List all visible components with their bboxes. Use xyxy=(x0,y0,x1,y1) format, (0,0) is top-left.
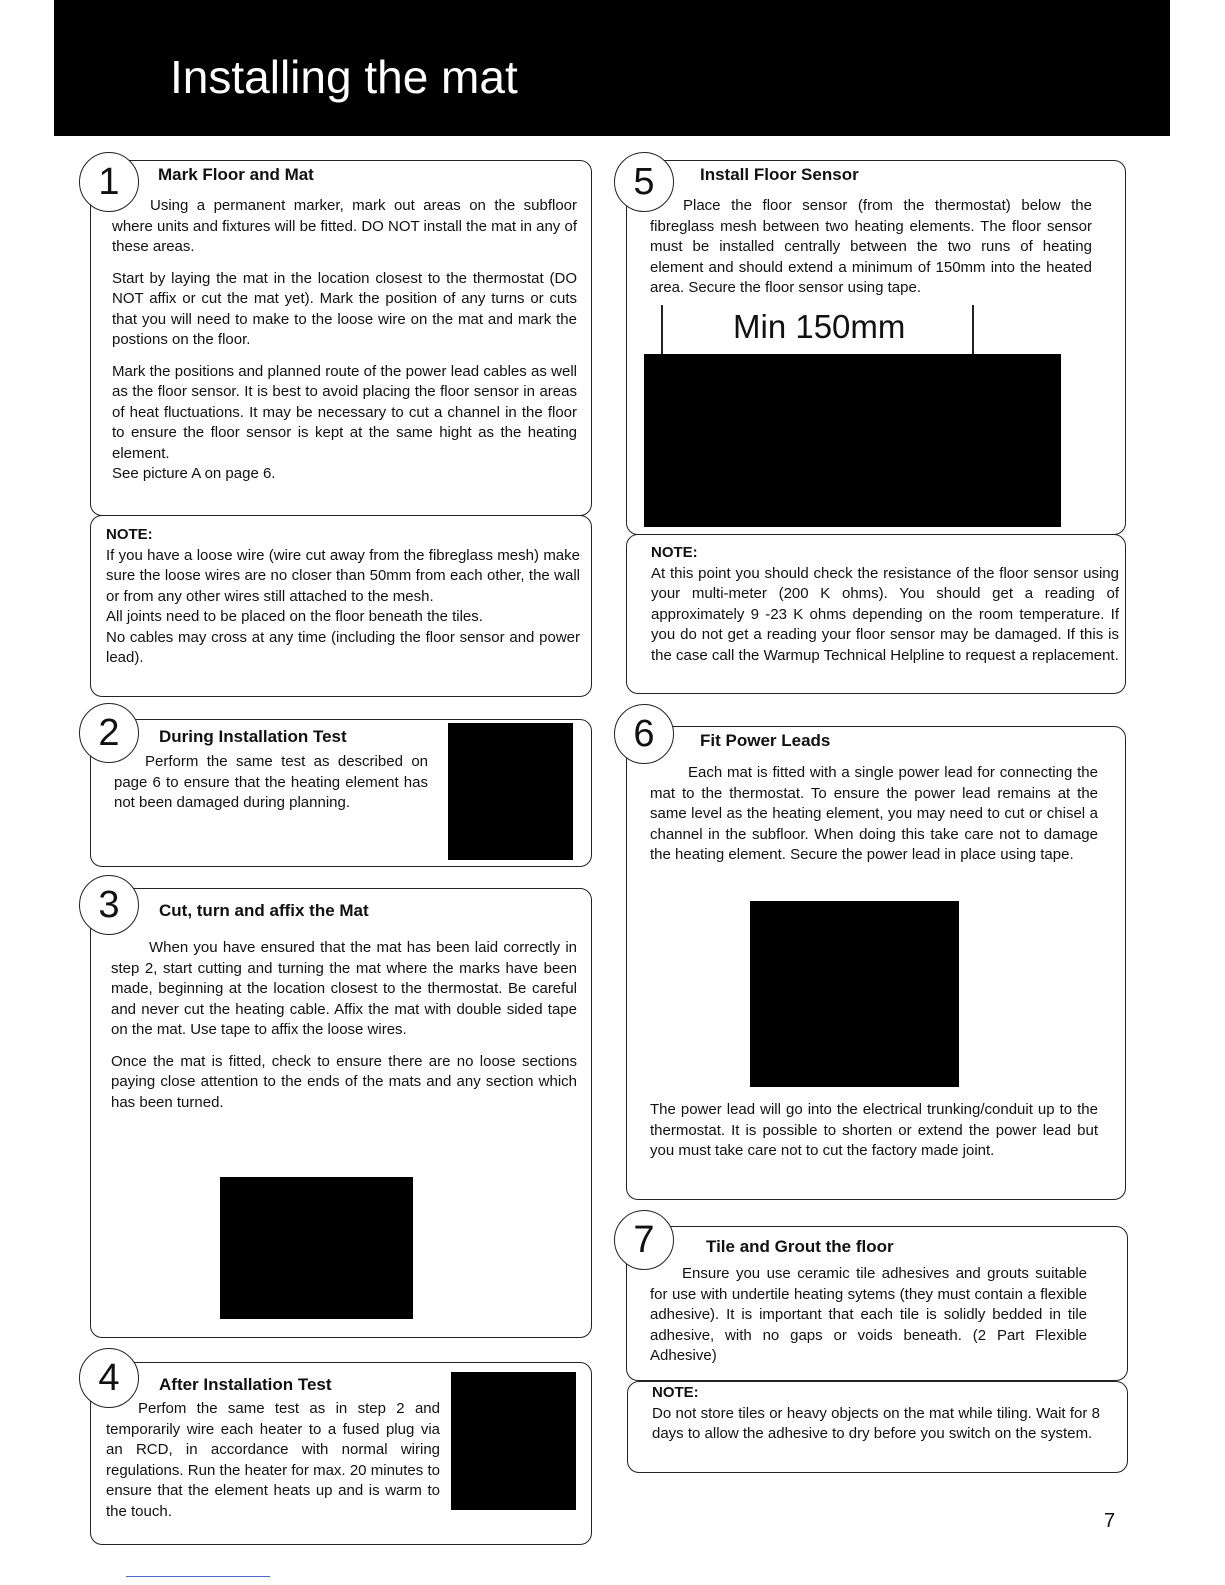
measure-right-line xyxy=(972,305,974,355)
note-7-line-1: Do not store tiles or heavy objects on the mat while tiling. Wait for 8 days to allow the adhesive to dry before you switch on the system. xyxy=(652,1404,1100,1442)
section-2-image xyxy=(448,723,573,860)
section-5-para-1: Place the floor sensor (from the thermostat) below the fibreglass mesh between two heating elements. The floor sensor must be installed centrally between the two runs of heating element and should extend a minimum of 150mm into the heated area. Secure the floor sensor using tape. xyxy=(650,197,1092,296)
section-3-text xyxy=(111,938,577,1124)
page-number: 7 xyxy=(1104,1510,1116,1532)
section-4-title: After Installation Test xyxy=(159,1375,332,1394)
page-header xyxy=(54,0,1170,136)
section-6-text xyxy=(650,763,1098,877)
section-7-text xyxy=(650,1264,1087,1378)
section-3-title: Cut, turn and affix the Mat xyxy=(159,901,369,920)
section-1-title: Mark Floor and Mat xyxy=(158,165,314,184)
section-2-title: During Installation Test xyxy=(159,727,347,746)
note-5-heading: NOTE: xyxy=(651,544,698,561)
section-6-image xyxy=(750,901,959,1087)
note-1-line-1: If you have a loose wire (wire cut away from the fibreglass mesh) make sure the loose wires are no closer than 50mm from each other, the wall or from any other wires still attached to the mesh. xyxy=(106,546,580,605)
section-4-para-1: Perfom the same test as in step 2 and temporarily wire each heater to a fused plug via an RCD, in accordance with normal wiring regulations. Run the heater for max. 20 minutes to ensure that the element heats up and is warm to the touch. xyxy=(106,1400,440,1520)
measure-left-line xyxy=(661,305,663,355)
section-1-para-3: Mark the positions and planned route of the power lead cables as well as the floor sensor. It is best to avoid placing the floor sensor in areas of heat fluctuations. It may be necessary to cut a channel in the floor to ensure the floor sensor is kept at the same hight as the heating element. xyxy=(112,362,577,462)
section-7-title: Tile and Grout the floor xyxy=(706,1237,894,1256)
page-title: Installing the mat xyxy=(170,51,518,103)
note-7-text xyxy=(652,1383,1100,1445)
section-6-para-2: The power lead will go into the electrical trunking/conduit up to the thermostat. It is possible to shorten or extend the power lead but you must take care not to cut the factory made joint. xyxy=(650,1101,1098,1159)
section-3-para-2: Once the mat is fitted, check to ensure there are no loose sections paying close attention to the ends of the mats and any section which has been turned. xyxy=(111,1052,577,1111)
section-6-title: Fit Power Leads xyxy=(700,731,831,750)
section-3-para-1: When you have ensured that the mat has been laid correctly in step 2, start cutting and turning the mat where the marks have been made, beginning at the location closest to the thermostat. Be careful and never cut the heating cable. Affix the mat with double sided tape on the mat. Use tape to affix the loose wires. xyxy=(111,939,577,1038)
footer-line xyxy=(126,1576,270,1577)
section-6-text-2 xyxy=(650,1100,1098,1173)
step-number-6: 6 xyxy=(614,704,674,764)
note-1-heading: NOTE: xyxy=(106,526,153,543)
section-7-para-1: Ensure you use ceramic tile adhesives and grouts suitable for use with undertile heating sytems (they must contain a flexible adhesive). It is important that each tile is solidly bedded in tile adhesive, with no gaps or voids beneath. (2 Part Flexible Adhesive) xyxy=(650,1265,1087,1364)
step-number-2: 2 xyxy=(79,703,139,763)
note-7-heading: NOTE: xyxy=(652,1384,699,1401)
section-5-text xyxy=(650,196,1092,310)
note-1-text xyxy=(106,525,580,669)
section-5-title: Install Floor Sensor xyxy=(700,165,859,184)
step-number-4: 4 xyxy=(79,1348,139,1408)
note-1-line-2: All joints need to be placed on the floor beneath the tiles. xyxy=(106,608,483,625)
note-5-line-1: At this point you should check the resistance of the floor sensor using your multi-meter (200 K ohms). You should get a reading of approximately 9 -23 K ohms depending on the room temperature. If you do not get a reading your floor sensor may be damaged. If this is the case call the Warmup Technical Helpline to request a replacement. xyxy=(651,564,1119,664)
section-1-text xyxy=(112,196,577,496)
section-2-text xyxy=(114,752,428,825)
section-3-image xyxy=(220,1177,413,1319)
section-4-image xyxy=(451,1372,576,1510)
section-1-para-4: See picture A on page 6. xyxy=(112,465,276,482)
step-number-1: 1 xyxy=(79,152,139,212)
step-number-5: 5 xyxy=(614,152,674,212)
section-1-para-2: Start by laying the mat in the location closest to the thermostat (DO NOT affix or cut the mat yet). Mark the position of any turns or cuts that you will need to make to the loose wire on the mat and mark the postions on the floor. xyxy=(112,269,577,348)
min-150mm-label: Min 150mm xyxy=(733,308,906,345)
section-1-para-1: Using a permanent marker, mark out areas on the subfloor where units and fixtures will be fitted. DO NOT install the mat in any of these areas. xyxy=(112,197,577,255)
section-2-para-1: Perform the same test as described on page 6 to ensure that the heating element has not been damaged during planning. xyxy=(114,753,428,811)
note-1-line-3: No cables may cross at any time (including the floor sensor and power lead). xyxy=(106,628,580,666)
step-number-7: 7 xyxy=(614,1210,674,1270)
note-5-text xyxy=(651,543,1119,666)
section-6-para-1: Each mat is fitted with a single power lead for connecting the mat to the thermostat. To ensure the power lead remains at the same level as the heating element, you may need to cut or chisel a channel in the subfloor. When doing this take care not to damage the heating element. Secure the power lead in place using tape. xyxy=(650,764,1098,863)
section-5-image xyxy=(644,354,1061,527)
section-4-text xyxy=(106,1399,440,1533)
step-number-3: 3 xyxy=(79,875,139,935)
